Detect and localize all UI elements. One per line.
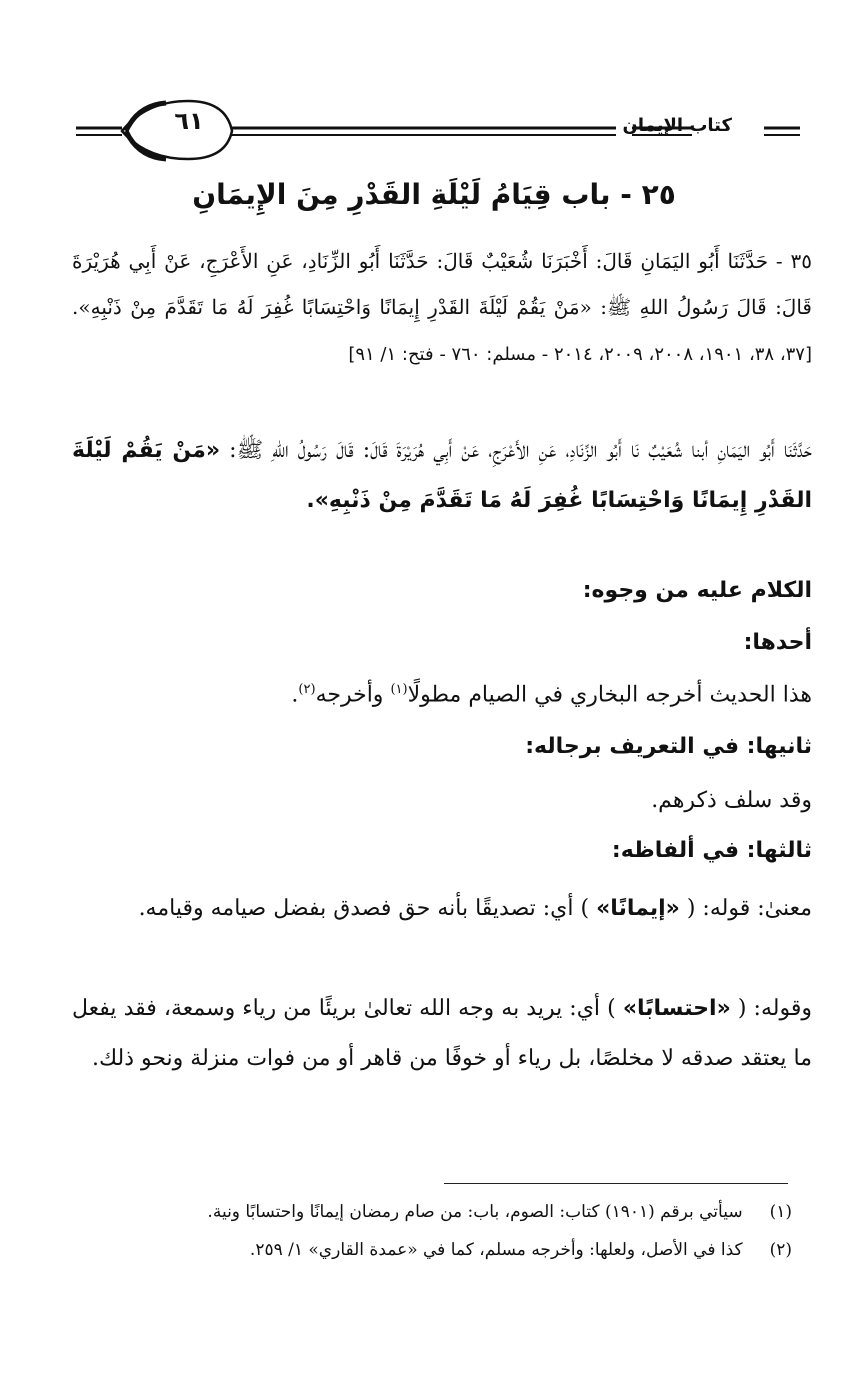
commentary-isnad	[72, 426, 812, 526]
isnad-text: حَدَّثَنَا أَبُو اليَمَانِ أبنا شُعَيْبٌ نَا أَبُو الزِّنَادِ، عَنِ الأَعْرَجِ، عَنْ أَبِي هُرَيْرَةَ قَالَ: قَالَ رَسُولُ اللهِ ﷺ:	[220, 438, 812, 463]
footnote-number: (٢)	[769, 1240, 792, 1260]
footnote-ref-1[interactable]: (١)	[390, 682, 408, 697]
meaning-ihtisab-explanation: ) أي: يريد به وجه الله تعالىٰ بريئًا من رياء وسمعة، فقد يفعل ما يعتقد صدقه لا مخلصًا، بل رياء أو خوفًا من قاهر أو من فوات منزلة ونحو ذلك.	[72, 996, 812, 1071]
hadith-text	[72, 238, 812, 378]
footnote-text: كذا في الأصل، ولعلها: وأخرجه مسلم، كما في «عمدة القاري» ١/ ٢٥٩.	[249, 1240, 743, 1260]
third-aspect-heading: ثالثها: في ألفاظه:	[611, 838, 812, 863]
matn-text: «مَنْ يَقُمْ لَيْلَةَ القَدْرِ إِيمَانًا وَاحْتِسَابًا غُفِرَ لَهُ مَا تَقَدَّمَ مِنْ ذَنْبِهِ».	[72, 438, 812, 513]
ihtisab-word: «احتسابًا»	[622, 996, 731, 1021]
first-aspect-period: .	[291, 682, 299, 708]
running-header	[76, 95, 800, 165]
first-aspect-text	[291, 682, 812, 707]
chapter-title: ٢٥ - باب قِيَامُ لَيْلَةِ القَدْرِ مِنَ الإِيمَانِ	[192, 178, 676, 211]
hadith-references: [٣٧، ٣٨، ١٩٠١، ٢٠٠٨، ٢٠٠٩، ٢٠١٤ - مسلم: ٧٦٠ - فتح: ١/ ٩١]	[348, 344, 812, 365]
aspects-heading: الكلام عليه من وجوه:	[582, 578, 812, 603]
footnote-2	[70, 1240, 792, 1260]
footnote-number: (١)	[769, 1202, 792, 1222]
iman-word: «إيمانًا»	[596, 896, 680, 921]
footnote-text: سيأتي برقم (١٩٠١) كتاب: الصوم، باب: من صام رمضان إيمانًا واحتسابًا ونية.	[207, 1202, 743, 1222]
footnote-separator	[444, 1183, 788, 1184]
meaning-ihtisab	[72, 984, 812, 1084]
second-aspect-heading: ثانيها: في التعريف برجاله:	[525, 734, 812, 759]
meaning-ihtisab-lead: وقوله: (	[730, 996, 812, 1021]
book-title: كتاب الإيمان	[622, 115, 732, 136]
footnote-ref-2[interactable]: (٢)	[298, 682, 316, 697]
meaning-iman-explanation: ) أي: تصديقًا بأنه حق فصدق بفضل صيامه وقيامه.	[138, 896, 597, 921]
footnote-1	[70, 1202, 792, 1222]
second-aspect-text: وقد سلف ذكرهم.	[651, 788, 812, 813]
meaning-iman-lead: معنىٰ: قوله: (	[679, 896, 812, 921]
first-aspect-sentence: هذا الحديث أخرجه البخاري في الصيام مطولًا	[407, 682, 812, 708]
first-aspect-sentence-2: وأخرجه	[315, 682, 391, 708]
first-aspect-heading: أحدها:	[743, 630, 812, 655]
hadith-body: ٣٥ - حَدَّثَنَا أَبُو اليَمَانِ قَالَ: أَخْبَرَنَا شُعَيْبٌ قَالَ: حَدَّثَنَا أَبُو الزِّنَادِ، عَنِ الأَعْرَجِ، عَنْ أَبِي هُرَيْرَةَ قَالَ: قَالَ رَسُولُ اللهِ ﷺ: «مَنْ يَقُمْ لَيْلَةَ القَدْرِ إِيمَانًا وَاحْتِسَابًا غُفِرَ لَهُ مَا تَقَدَّمَ مِنْ ذَنْبِهِ».	[72, 249, 812, 319]
meaning-iman	[72, 884, 812, 934]
page-number: ٦١	[174, 107, 204, 135]
